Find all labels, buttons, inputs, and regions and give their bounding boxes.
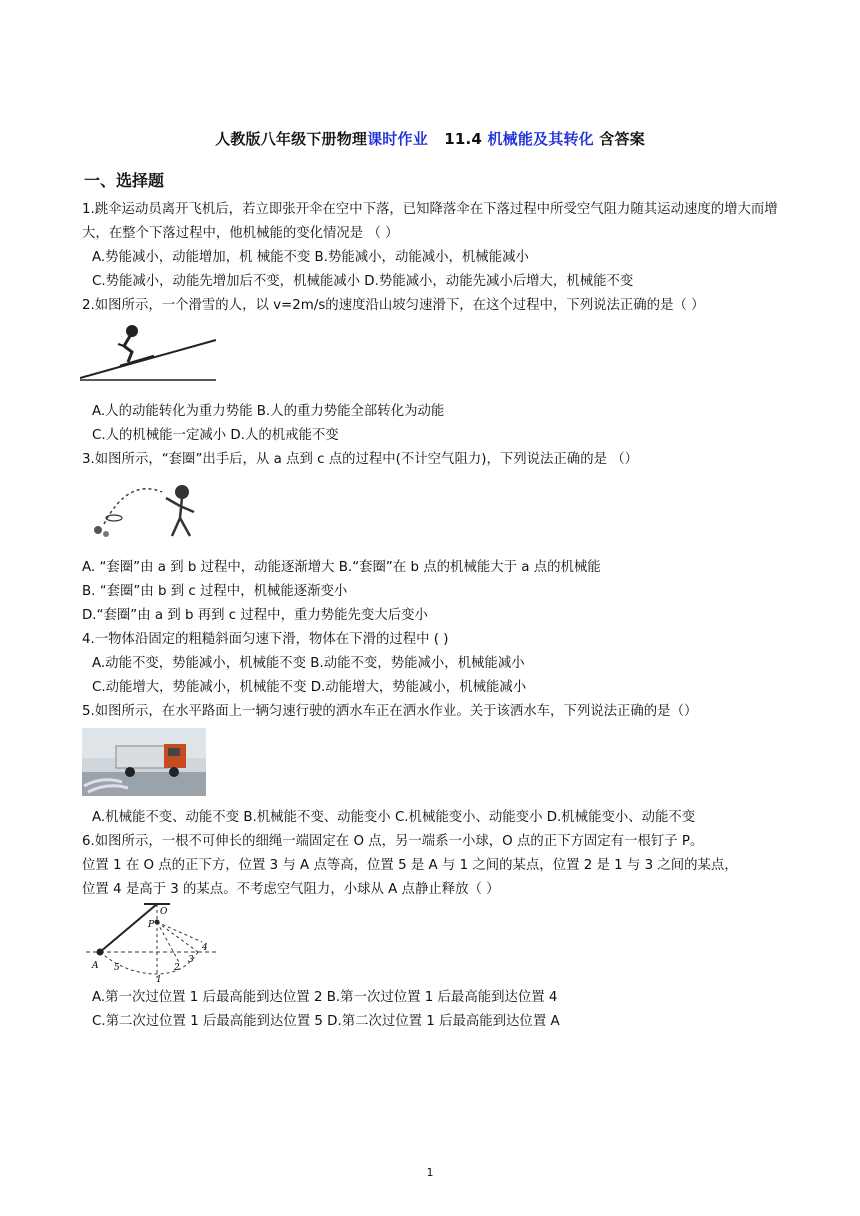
title-highlight: 课时作业 <box>367 130 428 148</box>
label-o: O <box>160 907 168 917</box>
question-6-stem-line: 6.如图所示，一根不可伸长的细绳一端固定在 O 点，另一端系一小球，O 点的正下方固定有一根钉子 P。 <box>82 834 704 849</box>
question-4-option-row: A.动能不变，势能减小，机械能不变 B.动能不变，势能减小，机械能减小 <box>92 656 525 671</box>
question-2-stem: 2.如图所示，一个滑雪的人，以 v=2m/s的速度沿山坡匀速滑下，在这个过程中，下列说法正确的是（ ） <box>82 298 705 313</box>
title-suffix: 含答案 <box>599 130 645 148</box>
question-6-stem-line: 位置 4 是高于 3 的某点。不考虑空气阻力，小球从 A 点静止释放（ ） <box>82 882 500 897</box>
question-4-stem: 4.一物体沿固定的粗糙斜面匀速下滑，物体在下滑的过程中 ( ) <box>82 632 449 647</box>
question-2-option-row: C.人的机械能一定减小 D.人的机戒能不变 <box>92 428 339 443</box>
question-5-option-row: A.机械能不变、动能不变 B.机械能不变、动能变小 C.机械能变小、动能变小 D.机械能变小、动能不变 <box>92 810 696 825</box>
label-5: 5 <box>114 963 120 973</box>
label-2: 2 <box>174 963 180 973</box>
question-4-option-row: C.动能增大，势能减小，机械能不变 D.动能增大，势能减小，机械能减小 <box>92 680 527 695</box>
sprinkler-truck-photo <box>82 728 206 796</box>
question-1-option-row: C.势能减小，动能先增加后不变，机械能减小 D.势能减小，动能先减小后增大，机械能不变 <box>92 274 634 289</box>
question-3-option-row: A. “套圈”由 a 到 b 过程中，动能逐渐增大 B.“套圈”在 b 点的机械能大于 a 点的机械能 <box>82 560 601 575</box>
page-title <box>0 128 860 149</box>
question-3-stem: 3.如图所示，“套圈”出手后，从 a 点到 c 点的过程中(不计空气阻力)，下列说法正确的是 （） <box>82 452 639 467</box>
section-heading: 一、选择题 <box>84 171 165 190</box>
question-2-option-row: A.人的动能转化为重力势能 B.人的重力势能全部转化为动能 <box>92 404 445 419</box>
label-4: 4 <box>202 943 208 953</box>
question-6-option-row: A.第一次过位置 1 后最高能到达位置 2 B.第一次过位置 1 后最高能到达位置 4 <box>92 990 558 1005</box>
pendulum-figure <box>86 902 220 982</box>
skier-figure <box>80 322 220 382</box>
label-a: A <box>92 961 99 971</box>
label-3: 3 <box>188 955 194 965</box>
question-6-stem-line: 位置 1 在 O 点的正下方，位置 3 与 A 点等高，位置 5 是 A 与 1 之间的某点，位置 2 是 1 与 3 之间的某点， <box>82 858 738 873</box>
label-1: 1 <box>156 975 162 982</box>
question-1-option-row: A.势能减小，动能增加，机 械能不变 B.势能减小，动能减小，机械能减小 <box>92 250 529 265</box>
ring-toss-figure <box>84 478 208 544</box>
question-3-option-row: D.“套圈”由 a 到 b 再到 c 过程中，重力势能先变大后变小 <box>82 608 428 623</box>
question-6-option-row: C.第二次过位置 1 后最高能到达位置 5 D.第二次过位置 1 后最高能到达位置 A <box>92 1014 560 1029</box>
page-number: 1 <box>426 1166 434 1179</box>
title-text: 人教版八年级下册物理 <box>215 130 368 148</box>
question-5-stem: 5.如图所示，在水平路面上一辆匀速行驶的洒水车正在洒水作业。关于该洒水车，下列说法正确的是（） <box>82 704 698 719</box>
title-section-number: 11.4 <box>444 130 483 148</box>
label-p: P <box>148 920 155 930</box>
question-1-stem: 1.跳伞运动员离开飞机后，若立即张开伞在空中下落，已知降落伞在下落过程中所受空气阻力随其运动速度的增大而增大，在整个下落过程中，他机械能的变化情况是 （ ） <box>82 202 778 241</box>
title-topic: 机械能及其转化 <box>487 130 594 148</box>
question-3-option-row: B. “套圈”由 b 到 c 过程中，机械能逐渐变小 <box>82 584 348 599</box>
